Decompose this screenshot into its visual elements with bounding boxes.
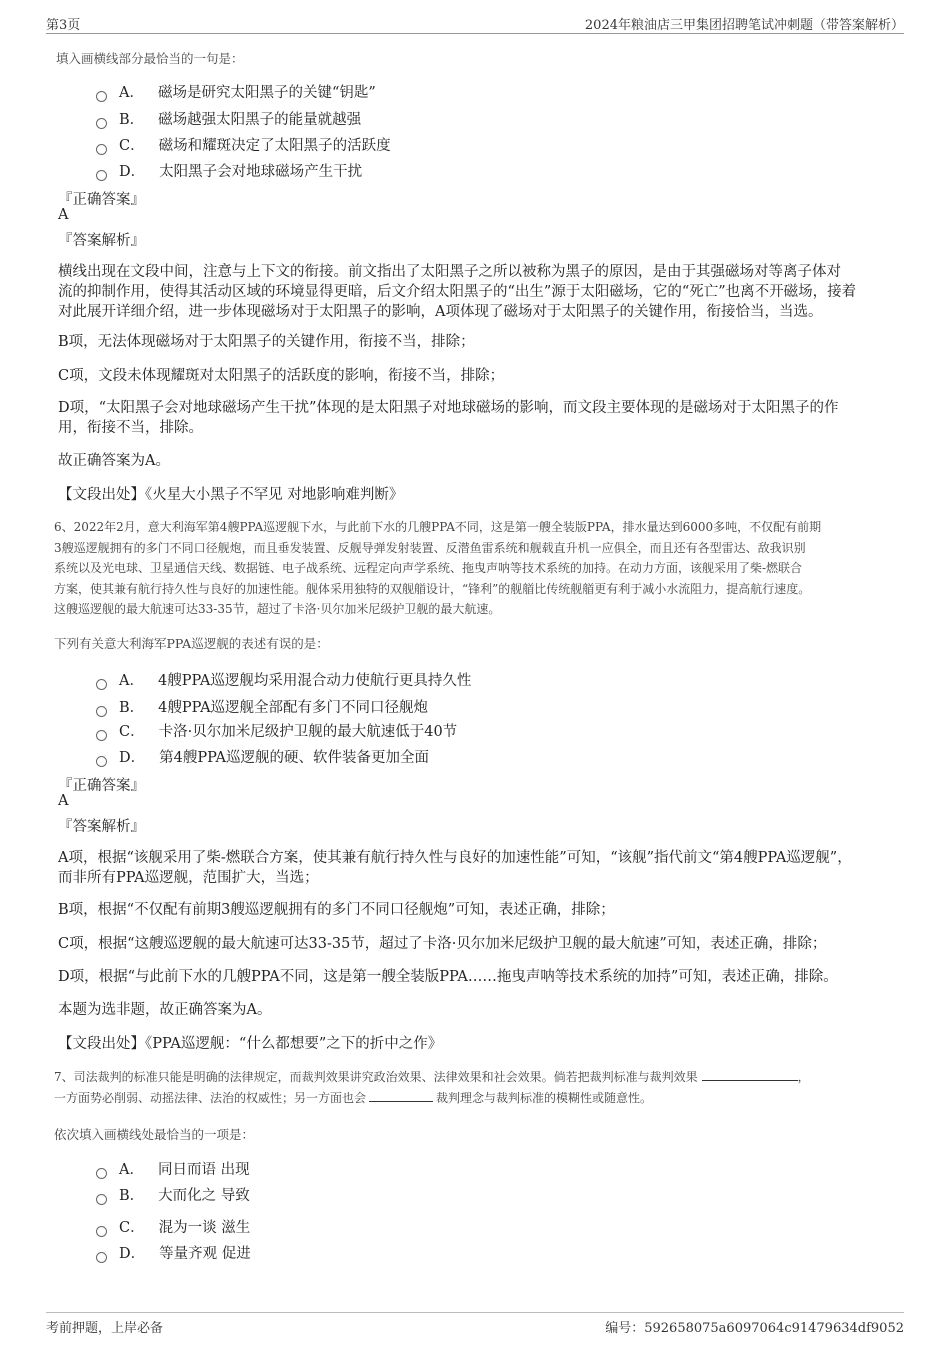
radio-icon[interactable] bbox=[96, 706, 107, 717]
page-number: 第3页 bbox=[46, 18, 81, 33]
q6-option-b[interactable]: B． 4艘PPA巡逻舰全部配有多门不同口径舰炮 bbox=[96, 696, 428, 717]
radio-icon[interactable] bbox=[96, 170, 107, 181]
q5-option-b[interactable]: B． 磁场越强太阳黑子的能量就越强 bbox=[96, 108, 361, 129]
q6-option-a[interactable]: A． 4艘PPA巡逻舰均采用混合动力使航行更具持久性 bbox=[96, 669, 471, 690]
document-id: 编号：592658075a6097064c91479634df9052 bbox=[605, 1321, 904, 1336]
q7-prompt: 依次填入画横线处最恰当的一项是： bbox=[54, 1127, 255, 1142]
radio-icon[interactable] bbox=[96, 1252, 107, 1263]
q6-analysis-p3: C项，根据“这艘巡逻舰的最大航速可达33-35节，超过了卡洛·贝尔加米尼级护卫舰的最大航速”可知，表述正确，排除； bbox=[58, 936, 827, 952]
q5-analysis-p4: D项，“太阳黑子会对地球磁场产生干扰”体现的是太阳黑子对地球磁场的影响，而文段主要体现的是磁场对于太阳黑子的作 用，衔接不当，排除。 bbox=[58, 400, 839, 436]
q7-option-b[interactable]: B． 大而化之 导致 bbox=[96, 1184, 250, 1205]
q5-source: 【文段出处】《火星大小黑子不罕见 对地影响难判断》 bbox=[58, 487, 404, 503]
q5-analysis-label: 『答案解析』 bbox=[58, 233, 145, 249]
q6-conclusion: 本题为选非题，故正确答案为A。 bbox=[58, 1002, 272, 1018]
q6-analysis-p4: D项，根据“与此前下水的几艘PPA不同，这是第一艘全装版PPA……拖曳声呐等技术系统的加持”可知，表述正确，排除。 bbox=[58, 969, 838, 985]
q5-prompt: 填入画横线部分最恰当的一句是： bbox=[56, 51, 244, 66]
radio-icon[interactable] bbox=[96, 730, 107, 741]
radio-icon[interactable] bbox=[96, 118, 107, 129]
radio-icon[interactable] bbox=[96, 756, 107, 767]
q6-analysis-p2: B项，根据“不仅配有前期3艘巡逻舰拥有的多门不同口径舰炮”可知，表述正确，排除； bbox=[58, 902, 615, 918]
q5-option-c[interactable]: C． 磁场和耀斑决定了太阳黑子的活跃度 bbox=[96, 134, 391, 155]
q6-source: 【文段出处】《PPA巡逻舰：“什么都想要”之下的折中之作》 bbox=[58, 1036, 443, 1052]
q5-analysis-p3: C项，文段未体现耀斑对太阳黑子的活跃度的影响，衔接不当，排除； bbox=[58, 368, 505, 384]
radio-icon[interactable] bbox=[96, 91, 107, 102]
page-footer bbox=[46, 1312, 904, 1335]
q7-option-d[interactable]: D． 等量齐观 促进 bbox=[96, 1242, 251, 1263]
q5-analysis-p2: B项，无法体现磁场对于太阳黑子的关键作用，衔接不当，排除； bbox=[58, 334, 475, 350]
q6-option-d[interactable]: D． 第4艘PPA巡逻舰的硬、软件装备更加全面 bbox=[96, 746, 429, 767]
radio-icon[interactable] bbox=[96, 144, 107, 155]
q7-option-c[interactable]: C． 混为一谈 滋生 bbox=[96, 1216, 250, 1237]
q5-analysis-p1: 横线出现在文段中间，注意与上下文的衔接。前文指出了太阳黑子之所以被称为黑子的原因，是由于其强磁场对等离子体对 流的抑制作用，使得其活动区域的环境显得更暗，后文介绍太阳黑子的“出生”源于太阳磁场，它的“死亡”也离不开磁场，接着 对此展开详细介绍，进一步体现磁场对于太阳黑子的影响，A项体现了磁场对于太阳黑子的关键作用，衔接恰当，当选。 bbox=[58, 264, 857, 320]
radio-icon[interactable] bbox=[96, 1168, 107, 1179]
q7-option-a[interactable]: A． 同日而语 出现 bbox=[96, 1158, 250, 1179]
q5-option-d[interactable]: D． 太阳黑子会对地球磁场产生干扰 bbox=[96, 160, 362, 181]
q7-passage: 7、司法裁判的标准只能是明确的法律规定，而裁判效果讲究政治效果、法律效果和社会效果。倘若把裁判标准与裁判效果 ， 一方面势必削弱、动摇法律、法治的权威性；另一方面也会 裁判理念与裁判标准的模糊性或随意性。 bbox=[54, 1070, 810, 1105]
q6-option-c[interactable]: C． 卡洛·贝尔加米尼级护卫舰的最大航速低于40节 bbox=[96, 720, 457, 741]
radio-icon[interactable] bbox=[96, 679, 107, 690]
q6-answer: A bbox=[58, 793, 69, 809]
q5-option-a[interactable]: A． 磁场是研究太阳黑子的关键“钥匙” bbox=[96, 81, 376, 102]
blank-2 bbox=[369, 1089, 433, 1102]
q6-prompt: 下列有关意大利海军PPA巡逻舰的表述有误的是： bbox=[54, 636, 329, 651]
q5-conclusion: 故正确答案为A。 bbox=[58, 453, 170, 469]
document-title: 2024年粮油店三甲集团招聘笔试冲刺题（带答案解析） bbox=[584, 18, 904, 33]
q6-analysis-label: 『答案解析』 bbox=[58, 819, 145, 835]
q6-passage: 6、2022年2月，意大利海军第4艘PPA巡逻舰下水，与此前下水的几艘PPA不同，这是第一艘全装版PPA，排水量达到6000多吨，不仅配有前期 3艘巡逻舰拥有的多门不同口径舰炮，而且垂发装置、反舰导弹发射装置、反潜鱼雷系统和舰载直升机一应俱全，而且还有各型雷达、敌我识别 系统以及光电球、卫星通信天线、数据链、电子战系统、远程定向声学系统、拖曳声呐等技术系统的加持。在动力方面，该舰采用了柴-燃联合 方案，使其兼有航行持久性与良好的加速性能。舰体采用独特的双舰艏设计，“锋利”的舰艏比传统舰艏更有利于减小水流阻力，提高航行速度。 这艘巡逻舰的最大航速可达33-35节，超过了卡洛·贝尔加米尼级护卫舰的最大航速。 bbox=[54, 520, 822, 616]
q5-answer-label: 『正确答案』 bbox=[58, 192, 145, 208]
footer-slogan: 考前押题，上岸必备 bbox=[46, 1321, 164, 1336]
q6-analysis-p1: A项，根据“该舰采用了柴-燃联合方案，使其兼有航行持久性与良好的加速性能”可知，“该舰”指代前文“第4艘PPA巡逻舰”， 而非所有PPA巡逻舰，范围扩大，当选； bbox=[58, 850, 852, 886]
q6-answer-label: 『正确答案』 bbox=[58, 778, 145, 794]
blank-1 bbox=[702, 1068, 798, 1081]
radio-icon[interactable] bbox=[96, 1226, 107, 1237]
q5-answer: A bbox=[58, 207, 69, 223]
radio-icon[interactable] bbox=[96, 1194, 107, 1205]
page-header bbox=[46, 13, 904, 34]
